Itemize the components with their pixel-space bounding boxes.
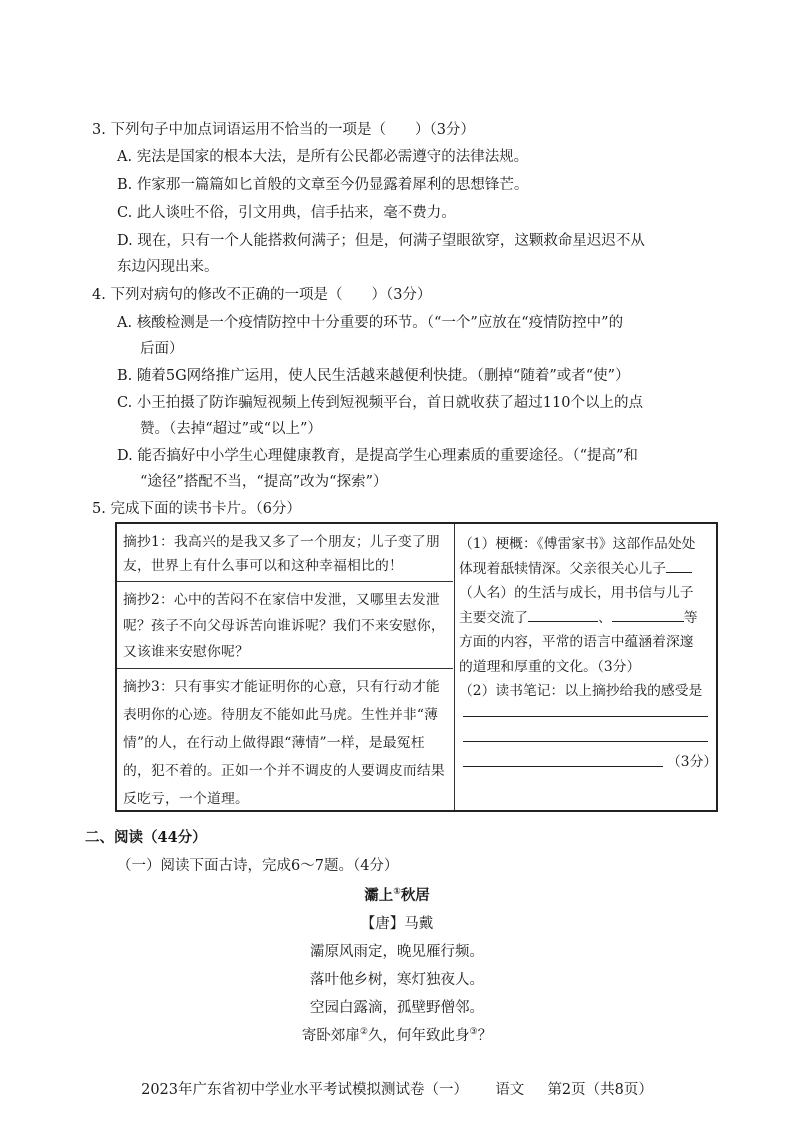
answer-line[interactable] xyxy=(463,716,708,717)
q4-option-a-line1: A. 核酸检测是一个疫情防控中十分重要的环节。（“一个”应放在“疫情防控中”的 xyxy=(117,315,624,331)
q3-option-a: A. 宪法是国家的根本大法，是所有公民都必需遵守的法律法规。 xyxy=(117,149,529,165)
excerpt-3-line: 的，犯不着的。正如一个并不调皮的人要调皮而结果 xyxy=(123,763,445,779)
excerpt-3 xyxy=(117,669,453,810)
poem-line-2: 落叶他乡树，寒灯独夜人。 xyxy=(310,972,484,988)
poem-line-4-text: 寄卧郊扉 xyxy=(301,1028,360,1044)
answer-line[interactable] xyxy=(463,766,663,767)
task1-line3: （人名）的生活与成长，用书信与儿子 xyxy=(459,585,694,601)
q4-option-a-line2: 后面） xyxy=(140,341,184,357)
poem-title-text: 灞上 xyxy=(364,888,394,904)
topic-blank-2[interactable] xyxy=(612,607,684,622)
section-instruction: （一）阅读下面古诗，完成6～7题。（4分） xyxy=(117,858,399,874)
q4-option-b: B. 随着5G网络推广运用，使人民生活越来越便利快捷。（删掉“随着”或者“使”） xyxy=(117,368,630,384)
footnote-marker: ③ xyxy=(469,1027,478,1038)
excerpt-3-line: 表明你的心迹。待朋友不能如此马虎。生性并非“薄 xyxy=(123,707,439,723)
q4-option-d-line1: D. 能否搞好中小学生心理健康教育，是提高学生心理素质的重要途径。（“提高”和 xyxy=(117,448,638,464)
reading-card xyxy=(115,522,718,812)
q5-stem: 5. 完成下面的读书卡片。（6分） xyxy=(92,501,301,517)
q3-option-b: B. 作家那一篇篇如匕首般的文章至今仍显露着犀利的思想锋芒。 xyxy=(117,177,529,193)
excerpt-3-line: 反吃亏，一个道理。 xyxy=(123,791,249,807)
poem-line-1: 灞原风雨定，晚见雁行频。 xyxy=(310,944,484,960)
footnote-marker: ① xyxy=(393,887,401,898)
poem-title-text: 秋居 xyxy=(400,888,430,904)
excerpt-2-line: 又该谁来安慰你呢？ xyxy=(123,644,249,660)
page-footer xyxy=(0,1078,794,1099)
exam-title: 2023年广东省初中学业水平考试模拟测试卷（一） xyxy=(141,1082,468,1098)
subject-label: 语文 xyxy=(495,1082,525,1098)
poem-line-4 xyxy=(0,1024,794,1045)
excerpt-1-line: 摘抄1：我高兴的是我又多了一个朋友；儿子变了朋 xyxy=(123,534,440,550)
excerpt-1-line: 友，世界上有什么事可以和这种幸福相比的！ xyxy=(123,558,403,574)
q4-stem: 4. 下列对病句的修改不正确的一项是（ ）（3分） xyxy=(92,287,432,303)
excerpt-2-line: 摘抄2：心中的苦闷不在家信中发泄，又哪里去发泄 xyxy=(123,592,440,608)
q4-option-c-line2: 赞。（去掉“超过”或“以上”） xyxy=(140,421,322,437)
excerpts-column xyxy=(117,524,455,810)
task1-line4 xyxy=(459,606,713,631)
excerpt-2 xyxy=(117,582,453,669)
task2-line1: （2）读书笔记：以上摘抄给我的感受是 xyxy=(459,683,703,699)
task1-text: 主要交流了 xyxy=(459,609,528,626)
poem-line-4-text: 久，何年致此身 xyxy=(368,1028,470,1044)
poem-title xyxy=(0,884,794,905)
topic-blank-1[interactable] xyxy=(528,607,598,622)
poem-line-4-text: ？ xyxy=(477,1028,493,1044)
task1-line6: 的道理和厚重的文化。（3分） xyxy=(459,658,641,675)
poem-author: 【唐】马戴 xyxy=(360,916,434,932)
section-title: 二、阅读（44分） xyxy=(85,829,207,846)
page-number: 第2页（共8页） xyxy=(547,1082,653,1098)
q3-option-d-line2: 东边闪现出来。 xyxy=(117,259,219,275)
q3-stem: 3. 下列句子中加点词语运用不恰当的一项是（ ）（3分） xyxy=(92,122,475,138)
q4-option-d-line2: “途径”搭配不当，“提高”改为“探索”） xyxy=(140,474,388,490)
task1-text: 等 xyxy=(683,609,698,626)
excerpt-3-line: 情”的人，在行动上做得跟“薄情”一样，是最冤枉 xyxy=(123,735,425,751)
excerpt-1 xyxy=(117,524,453,582)
task1-line2 xyxy=(459,557,713,582)
son-name-blank[interactable] xyxy=(666,558,692,573)
card-tasks-column xyxy=(459,532,718,779)
q3-option-c: C. 此人谈吐不俗，引文用典，信手拈来，毫不费力。 xyxy=(117,205,456,221)
task1-line1: （1）梗概：《傅雷家书》这部作品处处 xyxy=(459,536,696,552)
excerpt-3-line: 摘抄3：只有事实才能证明你的心意，只有行动才能 xyxy=(123,679,440,695)
task2-score: （3分） xyxy=(667,753,718,770)
task1-line5: 方面的内容，平常的语言中蕴涵着深邃 xyxy=(459,634,694,650)
answer-line[interactable] xyxy=(463,741,708,742)
q3-option-d-line1: D. 现在，只有一个人能搭救何满子；但是，何满子望眼欲穿，这颗救命星迟迟不从 xyxy=(117,233,645,249)
answer-lines[interactable] xyxy=(459,704,718,779)
task1-text: 体现着舐犊情深。父亲很关心儿子 xyxy=(459,560,666,577)
footnote-marker: ② xyxy=(359,1027,368,1038)
excerpt-2-line: 呢？孩子不向父母诉苦向谁诉呢？我们不来安慰你， xyxy=(123,618,445,634)
poem-line-3: 空园白露滴，孤壁野僧邻。 xyxy=(310,1000,484,1016)
q4-option-c-line1: C. 小王拍摄了防诈骗短视频上传到短视频平台，首日就收获了超过110个以上的点 xyxy=(117,395,643,411)
task1-text: 、 xyxy=(597,609,612,626)
